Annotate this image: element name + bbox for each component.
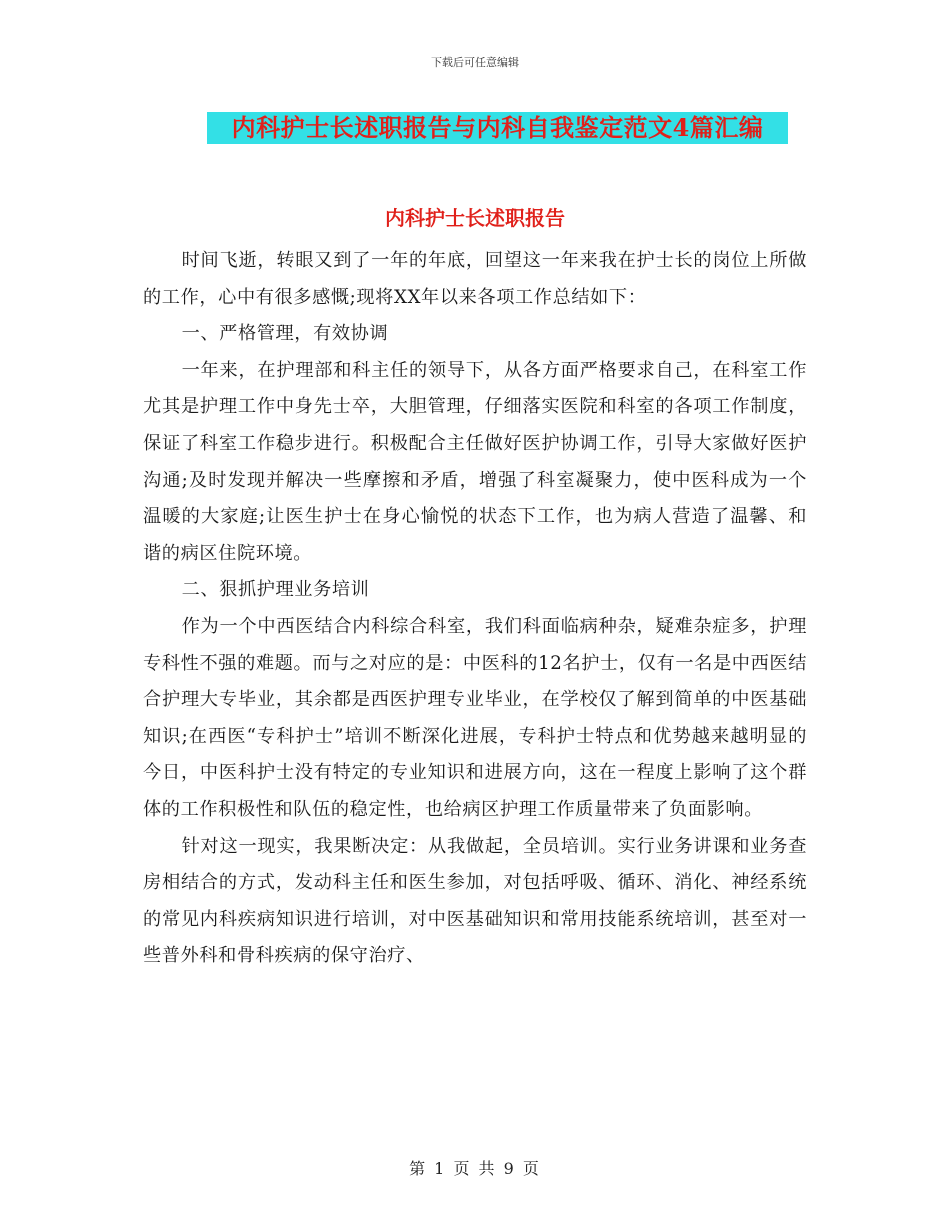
document-body <box>143 243 807 975</box>
subheading-training: 二、狠抓护理业务培训 <box>181 579 370 601</box>
paragraph-training: 作为一个中西医结合内科综合科室，我们科面临病种杂，疑难杂症多，护理专科性不强的难题。而与之对应的是：中医科的12名护士，仅有一名是中西医结合护理大专毕业，其余都是西医护理专业毕业，在学校仅了解到简单的中医基础知识;在西医“专科护士”培训不断深化进展，专科护士特点和优势越来越明显的今日，中医科护士没有特定的专业知识和进展方向，这在一程度上影响了这个群体的工作积极性和队伍的稳定性，也给病区护理工作质量带来了负面影响。 <box>143 615 807 820</box>
paragraph-management: 一年来，在护理部和科主任的领导下，从各方面严格要求自己，在科室工作尤其是护理工作中身先士卒，大胆管理，仔细落实医院和科室的各项工作制度，保证了科室工作稳步进行。积极配合主任做好医护协调工作，引导大家做好医护沟通;及时发现并解决一些摩擦和矛盾，增强了科室凝聚力，使中医科成为一个温暖的大家庭;让医生护士在身心愉悦的状态下工作，也为病人营造了温馨、和谐的病区住院环境。 <box>143 359 807 564</box>
paragraph-intro: 时间飞逝，转眼又到了一年的年底，回望这一年来我在护士长的岗位上所做的工作，心中有很多感慨;现将XX年以来各项工作总结如下： <box>143 250 807 308</box>
document-title: 内科护士长述职报告与内科自我鉴定范文4篇汇编 <box>207 112 788 144</box>
header-note: 下载后可任意编辑 <box>431 56 519 69</box>
subheading-management: 一、严格管理，有效协调 <box>181 323 389 345</box>
paragraph-action: 针对这一现实，我果断决定：从我做起，全员培训。实行业务讲课和业务查房相结合的方式，发动科主任和医生参加，对包括呼吸、循环、消化、神经系统的常见内科疾病知识进行培训，对中医基础知识和常用技能系统培训，甚至对一些普外科和骨科疾病的保守治疗、 <box>143 835 807 967</box>
section-title: 内科护士长述职报告 <box>385 206 565 230</box>
page-number: 第 1 页 共 9 页 <box>409 1159 541 1178</box>
